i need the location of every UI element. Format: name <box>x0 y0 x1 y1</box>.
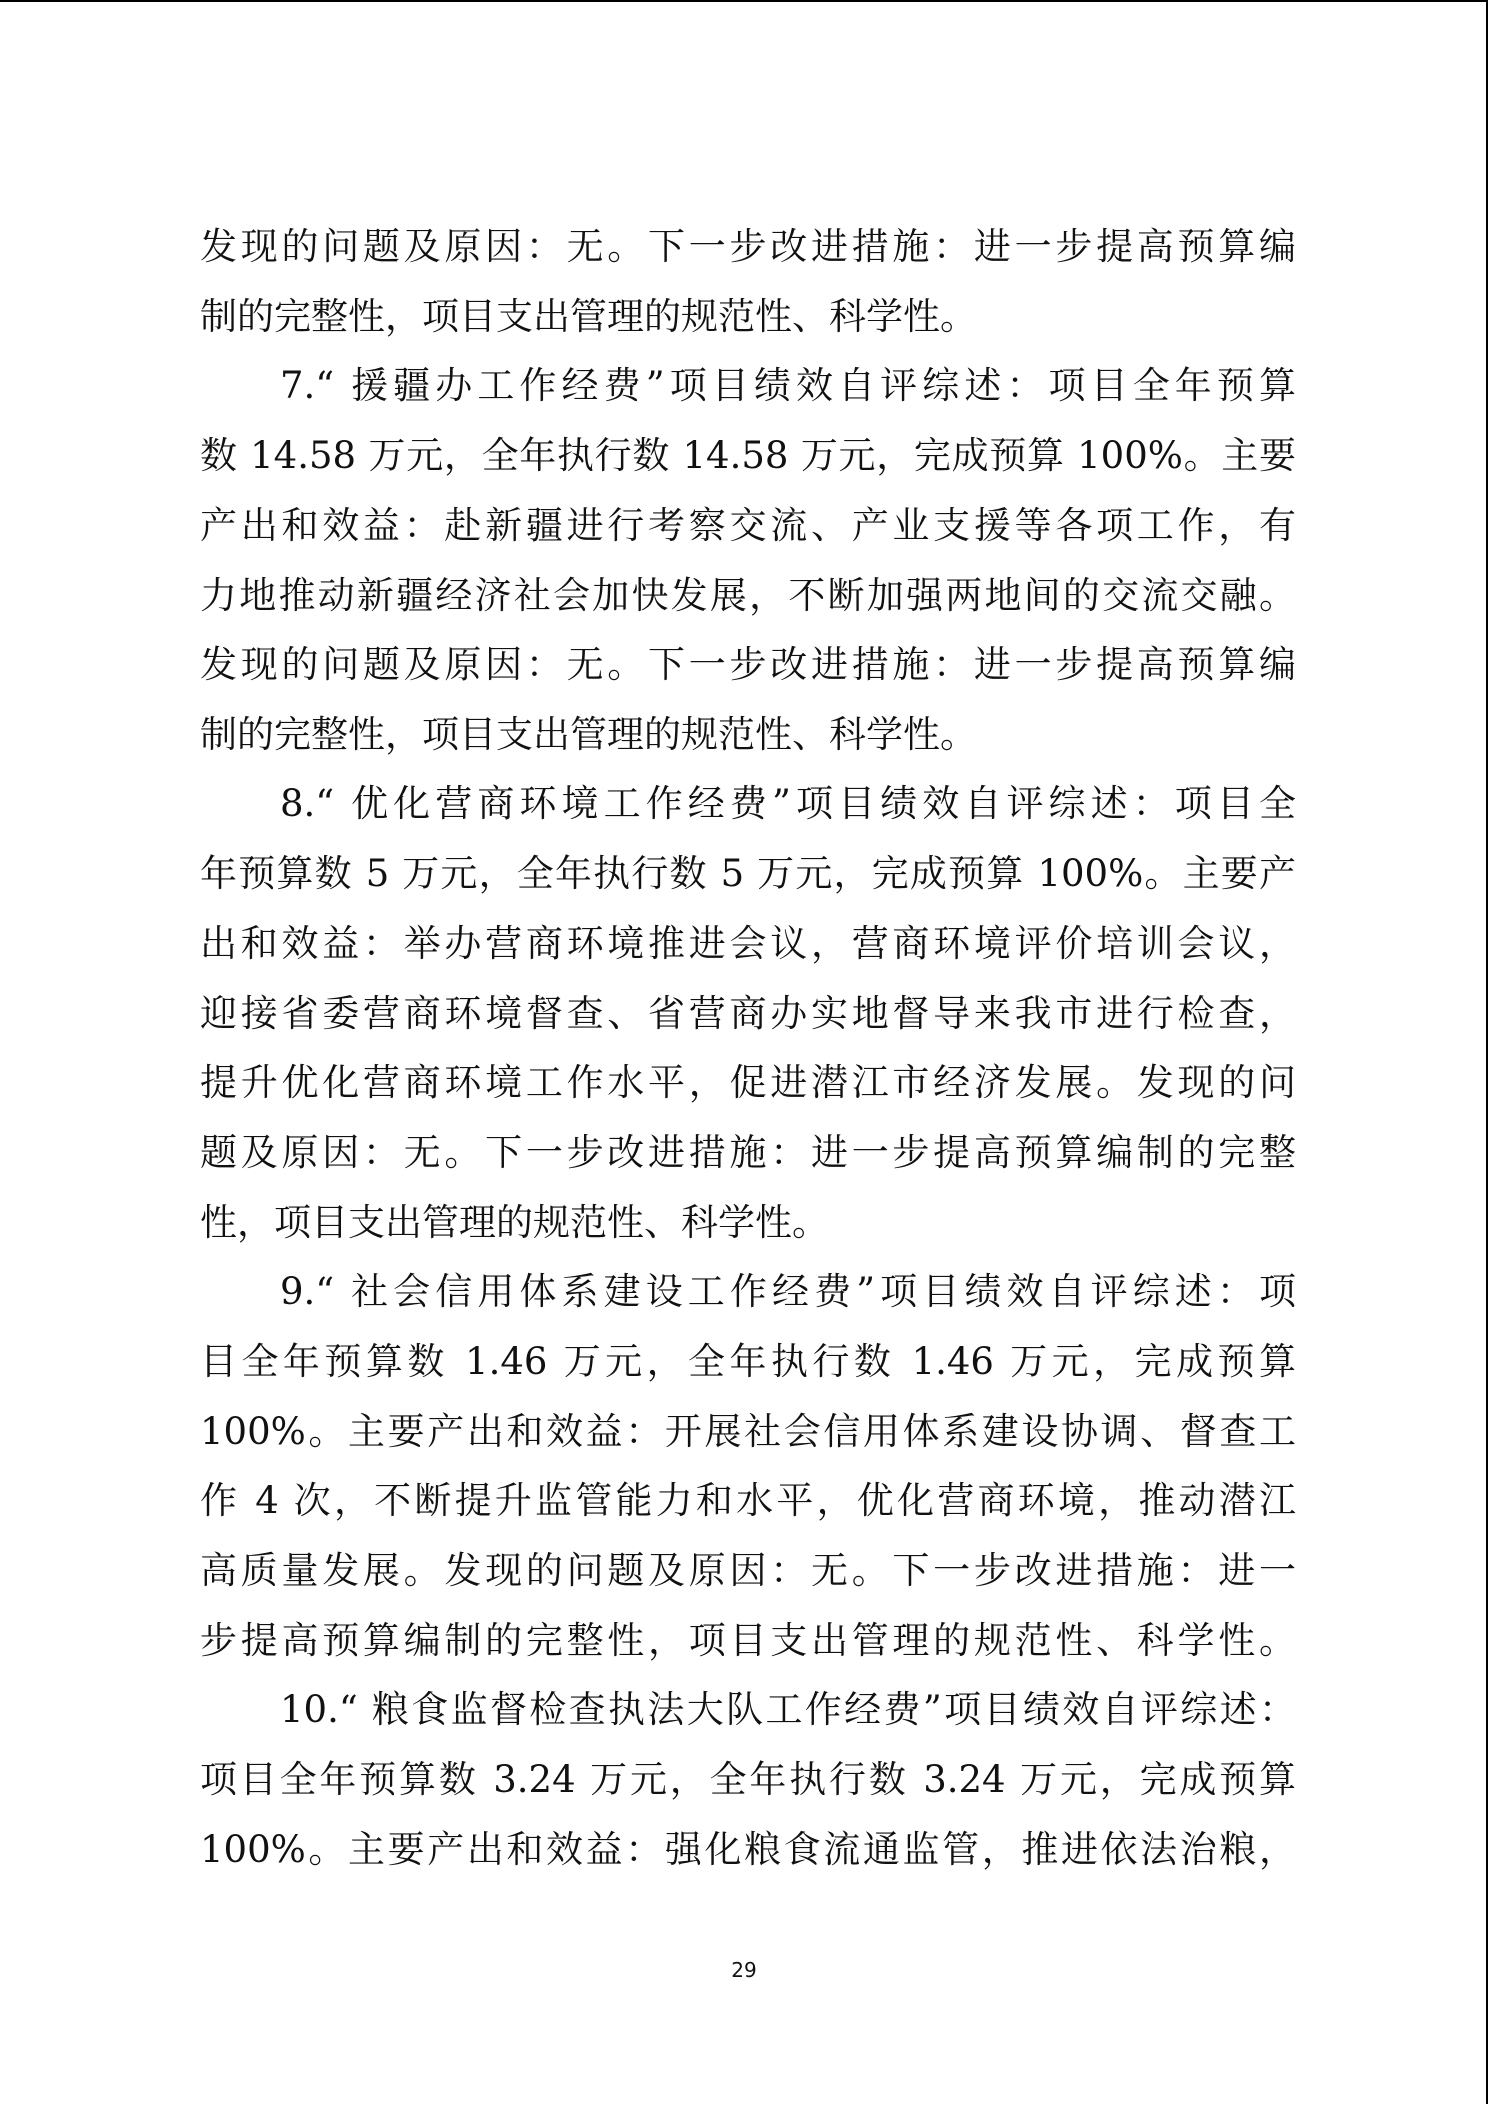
body-text-line: 制的完整性，项目支出管理的规范性、科学性。 <box>200 295 977 338</box>
body-text-line: 发现的问题及原因：无。下一步改进措施：进一步提高预算编 <box>200 643 1296 686</box>
body-text-line: 步提高预算编制的完整性，项目支出管理的规范性、科学性。 <box>200 1619 1296 1662</box>
body-text-line: 9.“ 社会信用体系建设工作经费”项目绩效自评综述：项 <box>280 1270 1296 1313</box>
body-text-line: 8.“ 优化营商环境工作经费”项目绩效自评综述：项目全 <box>280 782 1296 825</box>
body-text-line: 迎接省委营商环境督查、省营商办实地督导来我市进行检查， <box>200 992 1296 1035</box>
body-text-line: 7.“ 援疆办工作经费”项目绩效自评综述：项目全年预算 <box>280 364 1296 407</box>
body-text-line: 题及原因：无。下一步改进措施：进一步提高预算编制的完整 <box>200 1131 1296 1174</box>
body-text-line: 高质量发展。发现的问题及原因：无。下一步改进措施：进一 <box>200 1549 1296 1592</box>
body-text-line: 年预算数 5 万元，全年执行数 5 万元，完成预算 100%。主要产 <box>200 852 1296 895</box>
body-text-line: 项目全年预算数 3.24 万元，全年执行数 3.24 万元，完成预算 <box>200 1758 1296 1801</box>
body-text-line: 提升优化营商环境工作水平，促进潜江市经济发展。发现的问 <box>200 1061 1296 1104</box>
page-number: 29 <box>731 1958 757 1982</box>
body-text-line: 发现的问题及原因：无。下一步改进措施：进一步提高预算编 <box>200 225 1296 268</box>
page-border-top <box>0 0 1488 2</box>
body-text-line: 力地推动新疆经济社会加快发展，不断加强两地间的交流交融。 <box>200 574 1296 617</box>
body-text-line: 出和效益：举办营商环境推进会议，营商环境评价培训会议， <box>200 922 1296 965</box>
body-text-line: 100%。主要产出和效益：开展社会信用体系建设协调、督查工 <box>200 1410 1296 1453</box>
body-text-line: 10.“ 粮食监督检查执法大队工作经费”项目绩效自评综述： <box>280 1688 1296 1731</box>
body-text-line: 作 4 次，不断提升监管能力和水平，优化营商环境，推动潜江 <box>200 1479 1296 1522</box>
body-text-line: 性，项目支出管理的规范性、科学性。 <box>200 1201 829 1244</box>
body-text-line: 制的完整性，项目支出管理的规范性、科学性。 <box>200 713 977 756</box>
body-text-line: 目全年预算数 1.46 万元，全年执行数 1.46 万元，完成预算 <box>200 1340 1296 1383</box>
body-text-line: 数 14.58 万元，全年执行数 14.58 万元，完成预算 100%。主要 <box>200 434 1296 477</box>
body-text-line: 100%。主要产出和效益：强化粮食流通监管，推进依法治粮， <box>200 1828 1296 1871</box>
body-text-line: 产出和效益：赴新疆进行考察交流、产业支援等各项工作，有 <box>200 504 1296 547</box>
